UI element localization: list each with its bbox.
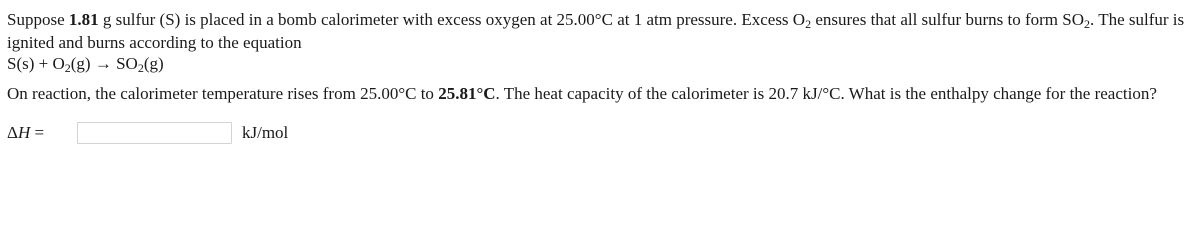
sulfur-mass: 1.81 [68, 10, 99, 29]
subscript: 2 [805, 17, 812, 31]
subscript: 2 [1084, 17, 1090, 31]
delta-h-label [7, 123, 75, 143]
chemical-equation [7, 54, 1195, 74]
h-symbol: H [17, 123, 31, 142]
subscript: 2 [137, 61, 144, 75]
answer-row [7, 120, 1195, 146]
question-text [7, 82, 1195, 105]
equation-segment: (g) [143, 54, 164, 73]
equation-segment: (g) → SO [70, 54, 138, 73]
unit-label: kJ/mol [242, 123, 289, 142]
subscript: 2 [64, 61, 71, 75]
equals-sign: = [30, 123, 45, 142]
delta-symbol: Δ [7, 123, 18, 142]
text-segment: . The heat capacity of the calorimeter is 20.7 kJ/°C. What is the enthalpy change for the reaction? [495, 84, 1157, 103]
final-temperature: 25.81°C [438, 84, 496, 103]
text-segment: g sulfur (S) is placed in a bomb calorimeter with excess oxygen at 25.00°C at 1 atm pressure. Excess O [98, 10, 806, 29]
text-segment: On reaction, the calorimeter temperature rises from 25.00°C to [7, 84, 439, 103]
text-segment: Suppose [7, 10, 69, 29]
equation-segment: S(s) + O [7, 54, 65, 73]
enthalpy-answer-input[interactable] [77, 122, 232, 144]
problem-statement [7, 8, 1195, 54]
question-container [7, 8, 1195, 146]
text-segment: ensures that all sulfur burns to form SO [811, 10, 1084, 29]
text-segment: . The sulfur is ignited and burns according to the equation [7, 10, 1185, 52]
